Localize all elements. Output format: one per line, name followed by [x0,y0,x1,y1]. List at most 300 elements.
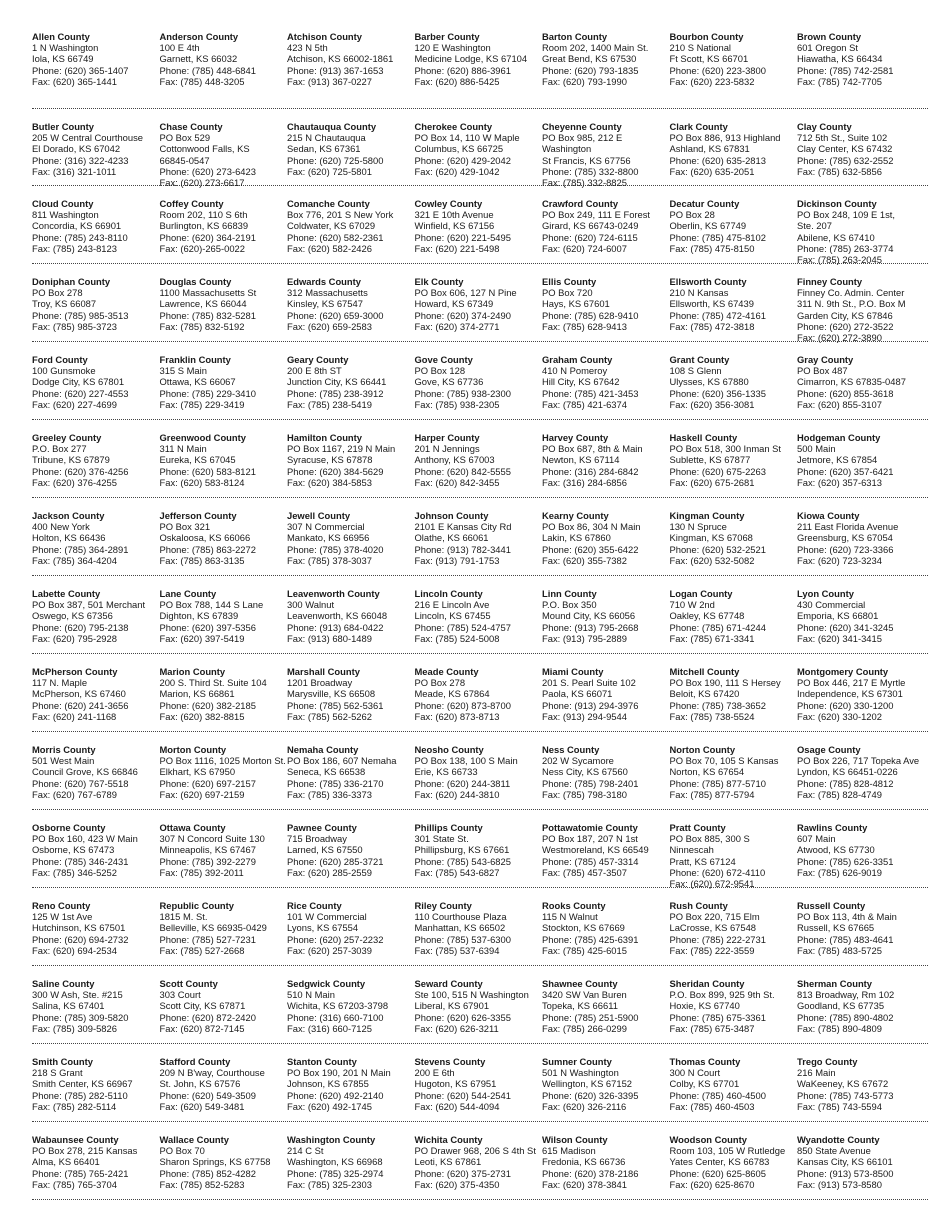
county-detail-line: 307 N Commercial [287,521,365,533]
county-detail-line: 100 Gunsmoke [32,365,96,377]
county-entry [415,900,543,961]
county-name: Lincoln County [414,588,483,599]
county-detail-line: Phone: (620) 257-2232 [287,933,384,945]
county-detail-line: Fax: (620) 625-8670 [669,1178,755,1190]
county-detail-line: Marion, KS 66861 [159,688,235,700]
county-detail-line: Phone: (913) 573-8500 [797,1167,894,1179]
county-detail-line: 300 Walnut [287,599,335,611]
county-detail-line: Fax: (620) 532-5082 [669,554,755,566]
county-detail-line: Phone: (620) 285-3721 [287,855,384,867]
county-detail-line: Phone: (620) 221-5495 [414,231,511,243]
county-detail-line: Phone: (785) 392-2279 [159,855,256,867]
county-detail-line: Girard, KS 66743-0249 [542,220,639,232]
county-detail-line: Pratt, KS 67124 [669,855,736,867]
county-detail-line: Osborne, KS 67473 [32,844,115,856]
county-entry [797,666,925,727]
county-name: Rawlins County [797,822,868,833]
county-detail-line: Fax: (316) 660-7125 [287,1022,372,1034]
county-detail-line: Fax: (785) 675-3487 [669,1022,755,1034]
county-name: Stafford County [159,1056,231,1067]
county-entry [797,31,925,104]
county-entry [32,432,160,493]
county-name: Cherokee County [414,121,493,132]
county-row [32,264,928,342]
county-entry [542,900,670,961]
county-detail-line: 125 W 1st Ave [32,911,93,923]
county-detail-line: Clay Center, KS 67432 [797,143,893,155]
county-detail-line: Lincoln, KS 67455 [414,610,491,622]
county-detail-line: Finney Co. Admin. Center [797,287,905,299]
county-detail-line: 211 East Florida Avenue [797,521,899,533]
county-name: Gray County [797,354,854,365]
county-detail-line: Leavenworth, KS 66048 [287,610,388,622]
county-entry [287,31,415,104]
county-detail-line: Phone: (785) 238-3912 [287,387,384,399]
county-detail-line: Ste 100, 515 N Washington [414,989,529,1001]
county-detail-line: Fax: (620) 793-1990 [542,75,627,87]
county-entry [670,276,798,343]
county-detail-line: PO Box 606, 127 N Pine [414,287,517,299]
county-detail-line: Phone: (785) 457-3314 [542,855,639,867]
county-entry [32,121,160,188]
county-detail-line: Phone: (785) 798-2401 [542,777,639,789]
county-detail-line: Lawrence, KS 66044 [159,298,247,310]
county-name: Sherman County [797,978,873,989]
county-detail-line: Phone: (620) 625-8605 [669,1167,766,1179]
county-entry [32,31,160,104]
county-detail-line: St. John, KS 67576 [159,1078,241,1090]
county-detail-line: Phone: (620) 355-6422 [542,543,639,555]
county-detail-line: Phone: (785) 626-3351 [797,855,894,867]
county-name: Ford County [32,354,88,365]
county-entry [415,588,543,649]
county-detail-line: Phone: (785) 346-2431 [32,855,129,867]
county-detail-line: Erie, KS 66733 [414,766,478,778]
county-detail-line: Fredonia, KS 66736 [542,1156,626,1168]
county-detail-line: Holton, KS 66436 [32,532,106,544]
county-entry [797,354,925,415]
county-detail-line: Phone: (620) 356-1335 [669,387,766,399]
county-detail-line: 400 New York [32,521,90,533]
county-detail-line: Hiawatha, KS 66434 [797,53,883,65]
county-detail-line: Junction City, KS 66441 [287,376,387,388]
county-entry [415,978,543,1039]
county-detail-line: Fax: (620) 626-3211 [414,1022,499,1034]
county-detail-line: 811 Washington [32,209,99,221]
county-detail-line: Cottonwood Falls, KS [159,143,250,155]
county-detail-line: Phone: (316) 284-6842 [542,465,639,477]
county-detail-line: Fax: (620) 397-5419 [159,632,245,644]
county-detail-line: PO Box 886, 913 Highland [669,132,781,144]
county-detail-line: PO Box 788, 144 S Lane [159,599,264,611]
county-detail-line: Phone: (620) 697-2157 [159,777,256,789]
county-detail-line: 1 N Washington [32,42,99,54]
county-detail-line: Fax: (785) 877-5794 [669,788,755,800]
county-detail-line: Concordia, KS 66901 [32,220,122,232]
county-name: Allen County [32,31,90,42]
county-entry [287,744,415,805]
county-detail-line: Fax: (785) 448-3205 [159,75,245,87]
county-detail-line: Fax: (620) 855-3107 [797,398,882,410]
county-detail-line: Columbus, KS 66725 [414,143,504,155]
county-detail-line: Fax: (620) 356-3081 [669,398,755,410]
county-detail-line: Dighton, KS 67839 [159,610,239,622]
county-entry [670,978,798,1039]
county-detail-line: 715 Broadway [287,833,347,845]
county-detail-line: Fax: (316) 321-1011 [32,165,117,177]
county-name: Kearny County [542,510,609,521]
county-name: Decatur County [669,198,740,209]
county-name: Woodson County [669,1134,747,1145]
county-detail-line: Phone: (785) 738-3652 [669,699,766,711]
county-entry [542,510,670,571]
county-detail-line: Abilene, KS 67410 [797,231,875,243]
county-detail-line: 210 S National [669,42,732,54]
county-entry [32,198,160,265]
county-detail-line: 110 Courthouse Plaza [414,911,507,923]
county-name: Rooks County [542,900,606,911]
county-detail-line: Fax: (620) 429-1042 [414,165,500,177]
county-detail-line: 120 E Washington [414,42,491,54]
county-detail-line: Phone: (913) 795-2668 [542,621,639,633]
county-name: Washington County [287,1134,376,1145]
county-detail-line: Fax: (913) 573-8580 [797,1178,882,1190]
county-detail-line: Phone: (785) 460-4500 [669,1089,766,1101]
county-detail-line: Phone: (620) 326-3395 [542,1089,639,1101]
county-detail-line: Sharon Springs, KS 67758 [159,1156,271,1168]
county-detail-line: PO Box 138, 100 S Main [414,755,518,767]
county-entry [797,198,925,265]
county-detail-line: Fax: (620) 272-3890 [797,332,882,344]
county-name: Thomas County [669,1056,741,1067]
county-entry [160,121,288,188]
county-name: Osage County [797,744,861,755]
county-detail-line: El Dorado, KS 67042 [32,143,121,155]
county-detail-line: Phone: (785) 985-3513 [32,309,129,321]
county-entry [670,31,798,104]
county-detail-line: Fax: (785) 483-5725 [797,944,882,956]
county-entry [670,744,798,805]
county-detail-line: Fax: (913) 680-1489 [287,632,372,644]
county-detail-line: Ashland, KS 67831 [669,143,750,155]
county-detail-line: Fax: (620) 672-9541 [669,878,755,890]
county-detail-line: Cimarron, KS 67835-0487 [797,376,906,388]
county-name: Wyandotte County [797,1134,880,1145]
county-detail-line: Medicine Lodge, KS 67104 [414,53,528,65]
county-detail-line: Johnson, KS 67855 [287,1078,369,1090]
county-detail-line: 201 N Jennings [414,443,480,455]
county-entry [670,354,798,415]
county-detail-line: Phone: (785) 325-2974 [287,1167,384,1179]
county-detail-line: Phone: (785) 472-4161 [669,309,766,321]
county-detail-line: 200 E 6th [414,1067,455,1079]
county-name: Scott County [159,978,218,989]
county-detail-line: PO Box 248, 109 E 1st, [797,209,895,221]
county-detail-line: Fax: (785) 346-5252 [32,866,117,878]
county-entry [415,510,543,571]
county-detail-line: Room 103, 105 W Rutledge [669,1145,786,1157]
county-detail-line: PO Box 128 [414,365,466,377]
county-name: Jackson County [32,510,105,521]
county-detail-line: Phone: (620) 582-2361 [287,231,384,243]
county-detail-line: Newton, KS 67114 [542,454,620,466]
county-detail-line: Lyons, KS 67554 [287,922,359,934]
county-entry [415,121,543,188]
county-name: Kingman County [669,510,745,521]
county-name: Bourbon County [669,31,744,42]
county-detail-line: Phone: (785) 378-4020 [287,543,384,555]
county-detail-line: Fax: (785) 985-3723 [32,320,117,332]
county-detail-line: Mound City, KS 66056 [542,610,636,622]
county-entry [797,432,925,493]
county-name: Elk County [414,276,464,287]
county-detail-line: Hutchinson, KS 67501 [32,922,126,934]
county-detail-line: Phone: (785) 537-6300 [414,933,511,945]
county-entry [670,198,798,265]
county-entry [670,822,798,889]
county-detail-line: Wellington, KS 67152 [542,1078,632,1090]
county-entry [160,978,288,1039]
county-detail-line: 216 Main [797,1067,836,1079]
county-detail-line: Fax: (620) 549-3481 [159,1100,245,1112]
county-detail-line: Fax: (785) 537-6394 [414,944,500,956]
county-entry [542,666,670,727]
county-row [32,1044,928,1122]
county-entry [32,276,160,343]
county-entry [542,744,670,805]
county-name: Leavenworth County [287,588,380,599]
county-entry [415,354,543,415]
county-name: Clay County [797,121,852,132]
county-detail-line: Dodge City, KS 67801 [32,376,125,388]
county-detail-line: 3420 SW Van Buren [542,989,627,1001]
county-detail-line: PO Box 278 [32,287,83,299]
county-entry [32,1134,160,1195]
county-detail-line: Fax: (620) 375-4350 [414,1178,500,1190]
county-row [32,420,928,498]
county-name: Miami County [542,666,604,677]
county-detail-line: Fax: (785) 243-8123 [32,242,117,254]
county-detail-line: Phone: (620) 855-3618 [797,387,894,399]
county-row [32,576,928,654]
county-entry [287,978,415,1039]
county-entry [542,1134,670,1195]
county-detail-line: Troy, KS 66087 [32,298,97,310]
county-name: Nemaha County [287,744,359,755]
county-entry [415,31,543,104]
county-detail-line: Fax: (620) 723-3234 [797,554,882,566]
county-name: Marion County [159,666,226,677]
county-detail-line: 315 S Main [159,365,207,377]
county-entry [670,666,798,727]
county-entry [415,1134,543,1195]
county-entry [542,1056,670,1117]
county-detail-line: Fax: (785) 852-5283 [159,1178,245,1190]
county-entry [160,900,288,961]
county-detail-line: WaKeeney, KS 67672 [797,1078,889,1090]
county-detail-line: 2101 E Kansas City Rd [414,521,512,533]
county-detail-line: Ellsworth, KS 67439 [669,298,754,310]
county-detail-line: Manhattan, KS 66502 [414,922,506,934]
county-name: Mitchell County [669,666,740,677]
county-detail-line: Phone: (620) 583-8121 [159,465,256,477]
county-name: Riley County [414,900,472,911]
county-detail-line: St Francis, KS 67756 [542,154,631,166]
county-detail-line: Phone: (913) 294-3976 [542,699,639,711]
county-entry [287,822,415,889]
county-name: Butler County [32,121,94,132]
county-detail-line: Fax: (785) 460-4503 [669,1100,755,1112]
county-detail-line: Ste. 207 [797,220,832,232]
county-detail-line: PO Box 113, 4th & Main [797,911,897,923]
county-entry [542,978,670,1039]
county-name: Stevens County [414,1056,486,1067]
county-entry [415,276,543,343]
county-row [32,342,928,420]
county-detail-line: Oberlin, KS 67749 [669,220,747,232]
county-entry [160,1056,288,1117]
county-detail-line: Fax: (620) 378-3841 [542,1178,627,1190]
county-name: Cheyenne County [542,121,622,132]
county-entry [287,1056,415,1117]
county-name: Norton County [669,744,736,755]
county-detail-line: PO Box 187, 207 N 1st [542,833,638,845]
county-entry [32,900,160,961]
county-detail-line: Phone: (620) 341-3245 [797,621,894,633]
county-detail-line: 300 W Ash, Ste. #215 [32,989,123,1001]
county-detail-line: Phone: (785) 938-2300 [414,387,511,399]
county-detail-line: Fax: (785) 392-2011 [159,866,244,878]
county-detail-line: McPherson, KS 67460 [32,688,126,700]
county-detail-line: PO Box 487 [797,365,848,377]
county-detail-line: Norton, KS 67654 [669,766,745,778]
county-detail-line: Fax: (913) 294-9544 [542,710,627,722]
county-detail-line: Fax: (620) 227-4699 [32,398,117,410]
county-detail-line: Lyndon, KS 66451-0226 [797,766,898,778]
county-detail-line: PO Box 321 [159,521,211,533]
county-detail-line: Fax: (620) 341-3415 [797,632,882,644]
county-detail-line: Phone: (620) 223-3800 [669,64,766,76]
county-detail-line: Phone: (620) 626-3355 [414,1011,511,1023]
county-detail-line: Fax: (785) 543-6827 [414,866,500,878]
county-name: Linn County [542,588,597,599]
county-detail-line: Fax: (620) 675-2681 [669,476,755,488]
county-detail-line: Ninnescah [669,844,714,856]
county-detail-line: Fax: (785) 425-6015 [542,944,627,956]
county-detail-line: Phone: (785) 562-5361 [287,699,384,711]
county-entry [287,198,415,265]
county-detail-line: PO Box 190, 201 N Main [287,1067,391,1079]
county-detail-line: PO Box 190, 111 S Hersey [669,677,781,689]
county-detail-line: PO Box 885, 300 S [669,833,750,845]
county-detail-line: Anthony, KS 67003 [414,454,495,466]
county-row [32,732,928,810]
county-detail-line: Phone: (620) 672-4110 [669,866,766,878]
county-detail-line: Fax: (620) 725-5801 [287,165,372,177]
county-name: Pratt County [669,822,726,833]
county-detail-line: Fax: (620) 357-6313 [797,476,882,488]
county-entry [670,510,798,571]
county-detail-line: Phone: (785) 483-4641 [797,933,894,945]
county-entry [287,900,415,961]
county-detail-line: Phone: (785) 877-5710 [669,777,766,789]
county-entry [670,1134,798,1195]
county-name: Douglas County [159,276,232,287]
county-entry [797,978,925,1039]
county-detail-line: Fax: (620) 544-4094 [414,1100,500,1112]
county-detail-line: Phone: (620) 273-6423 [159,165,256,177]
county-entry [32,744,160,805]
county-detail-line: 1815 M. St. [159,911,208,923]
county-name: Chase County [159,121,223,132]
county-detail-line: Phone: (785) 263-3774 [797,242,894,254]
county-detail-line: 500 Main [797,443,836,455]
county-name: Anderson County [159,31,239,42]
county-entry [797,588,925,649]
county-detail-line: Marysville, KS 66508 [287,688,376,700]
county-detail-line: Fax: (620) 273-6617 [159,177,245,189]
county-detail-line: Kansas City, KS 66101 [797,1156,893,1168]
county-detail-line: Phone: (785) 743-5773 [797,1089,894,1101]
county-detail-line: PO Box 160, 423 W Main [32,833,138,845]
county-detail-line: Fax: (620) 374-2771 [414,320,500,332]
county-detail-line: Phone: (620) 375-2731 [414,1167,511,1179]
county-name: Jewell County [287,510,351,521]
county-detail-line: Topeka, KS 66611 [542,1000,618,1012]
county-detail-line: Hoxie, KS 67740 [669,1000,740,1012]
county-detail-line: 101 W Commercial [287,911,367,923]
county-name: Saline County [32,978,95,989]
county-detail-line: Fax: (785) 527-2668 [159,944,245,956]
county-detail-line: Fax: (785) 742-7705 [797,75,882,87]
county-name: Dickinson County [797,198,877,209]
county-detail-line: Phone: (785) 671-4244 [669,621,766,633]
county-detail-line: Phone: (913) 367-1653 [287,64,384,76]
county-detail-line: Stockton, KS 67669 [542,922,625,934]
county-detail-line: Phone: (620) 873-8700 [414,699,511,711]
county-detail-line: 510 N Main [287,989,335,1001]
county-entry [542,822,670,889]
county-entry [160,822,288,889]
county-name: McPherson County [32,666,118,677]
county-detail-line: 300 N Court [669,1067,721,1079]
county-name: Hamilton County [287,432,362,443]
county-detail-line: Hill City, KS 67642 [542,376,620,388]
county-detail-line: Atchison, KS 66002-1861 [287,53,394,65]
county-entry [415,666,543,727]
county-detail-line: Fax: (785) 332-8825 [542,177,627,189]
county-entry [542,276,670,343]
county-detail-line: Phone: (620) 365-1407 [32,64,129,76]
county-entry [797,510,925,571]
county-detail-line: Fax: (620) 384-5853 [287,476,372,488]
county-entry [670,1056,798,1117]
county-detail-line: Fax: (620) 582-2426 [287,242,372,254]
county-name: Brown County [797,31,862,42]
county-entry [160,588,288,649]
county-detail-line: 710 W 2nd [669,599,715,611]
county-detail-line: 311 N. 9th St., P.O. Box M [797,298,906,310]
county-detail-line: Phone: (785) 229-3410 [159,387,256,399]
county-detail-line: Ft Scott, KS 66701 [669,53,749,65]
county-detail-line: PO Box 687, 8th & Main [542,443,643,455]
county-detail-line: Phone: (620) 532-2521 [669,543,766,555]
county-name: Comanche County [287,198,370,209]
county-entry [287,276,415,343]
county-detail-line: Colby, KS 67701 [669,1078,740,1090]
county-detail-line: Phone: (620) 694-2732 [32,933,129,945]
county-detail-line: 301 State St. [414,833,469,845]
